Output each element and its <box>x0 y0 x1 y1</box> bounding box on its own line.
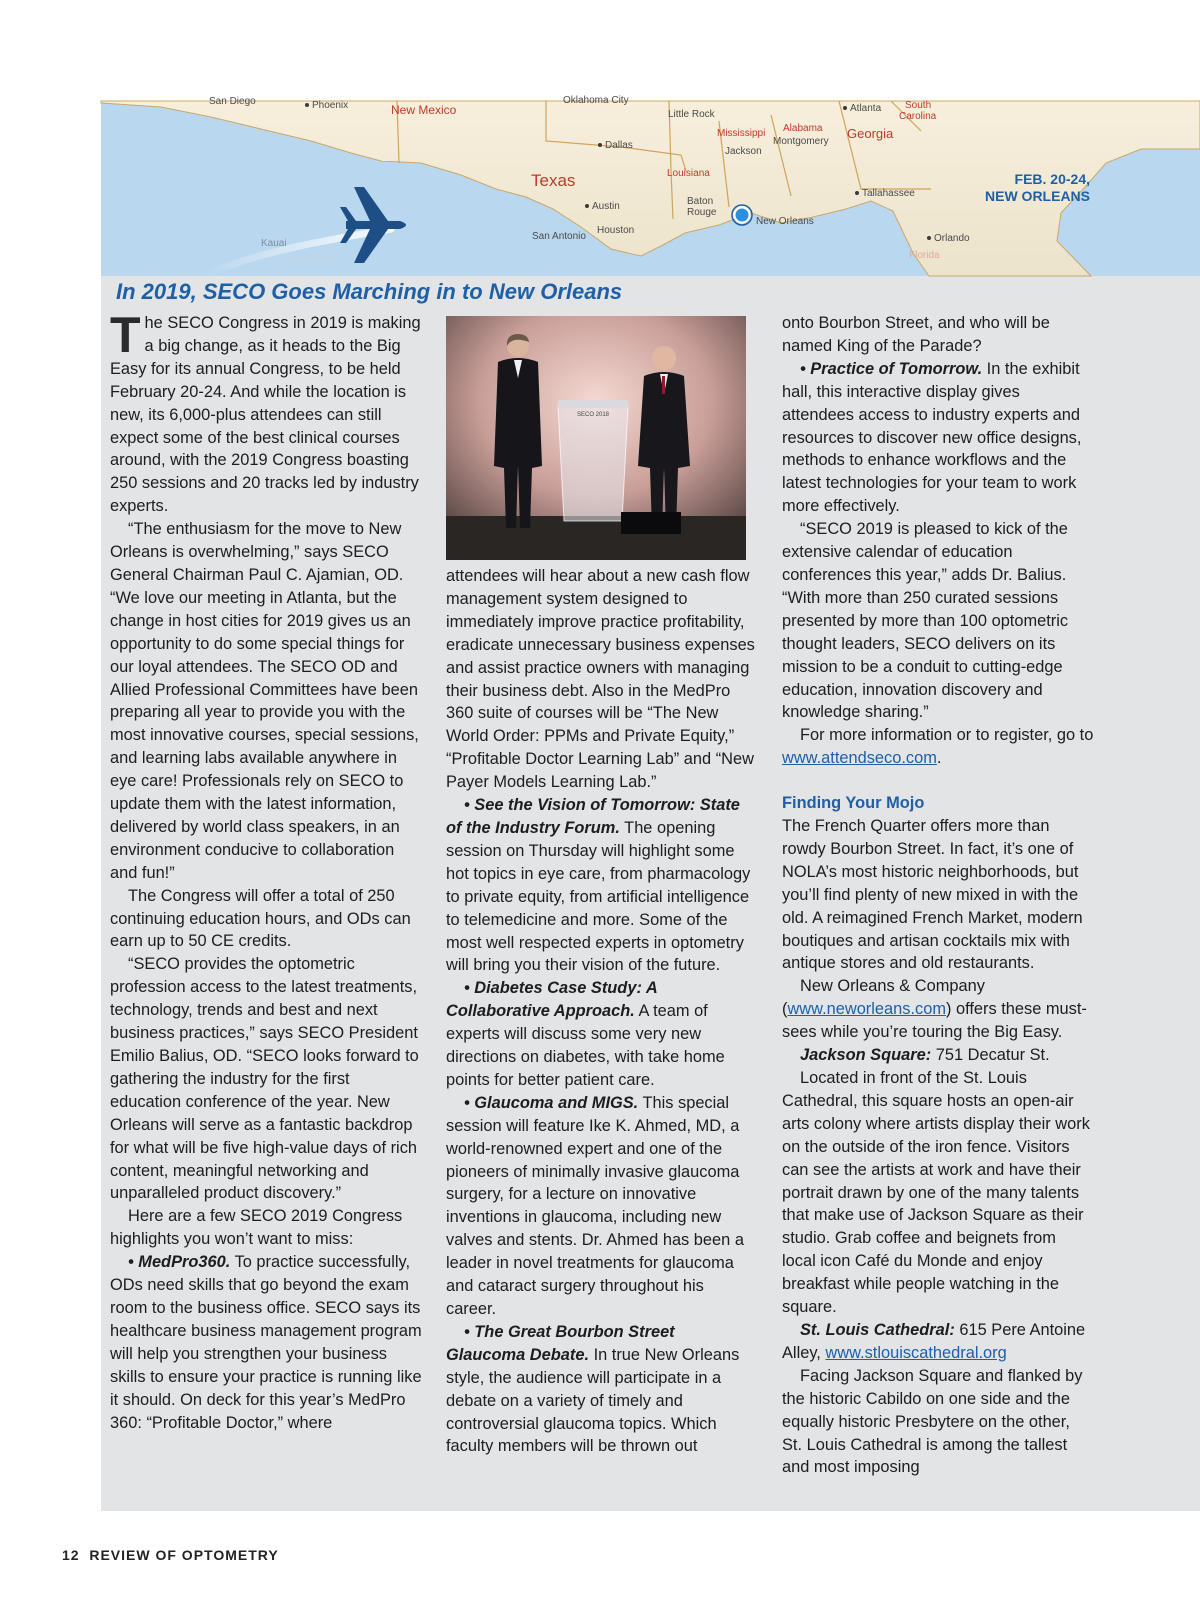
map-label-honolulu: Honolulu <box>291 255 331 266</box>
map-label-atlanta <box>843 104 881 114</box>
map-label-phoenix <box>305 101 348 111</box>
article-column-2 <box>446 565 758 1458</box>
bullet-lead: • Glaucoma and MIGS. <box>464 1093 639 1112</box>
link-stlouiscathedral[interactable]: www.stlouiscathedral.org <box>825 1343 1007 1362</box>
map-label-tallahassee-text: Tallahassee <box>862 188 915 199</box>
map-label-texas: Texas <box>531 171 576 190</box>
paragraph: onto Bourbon Street, and who will be named King of the Parade? <box>782 314 1050 355</box>
paragraph: Here are a few SECO 2019 Congress highlights you won’t want to miss: <box>110 1207 403 1249</box>
map-label-atlanta-text: Atlanta <box>850 103 882 114</box>
paragraph <box>446 1092 758 1321</box>
bullet-lead: • Diabetes Case Study: A Collaborative Approach. <box>446 979 658 1021</box>
map-label-montgomery: Montgomery <box>773 136 829 147</box>
paragraph-text: The opening session on Thursday will highlight some hot topics in eye care, from pharmacology to private equity, from artificial intelligence to telemedicine and more. Some of the most well respected experts in optometry will bring you their vision of the future. <box>446 818 751 975</box>
page-footer <box>62 1547 279 1563</box>
bullet-lead: St. Louis Cathedral: <box>800 1320 955 1339</box>
paragraph: “The enthusiasm for the move to New Orleans is overwhelming,” says SECO General Chairman Paul C. Ajamian, OD. “We love our meeting in Atlanta, but the change in host cities for 2019 gives us an opportunity to do some special things for our loyal attendees. The SECO OD and Allied Professional Committees have been preparing all year to provide you with the most innovative courses, special sessions, and learning labs available anywhere in eye care! Professionals rely on SECO to update them with the latest information, delivered by world class speakers, in an environment conducive to collaboration and fun!” <box>110 520 419 882</box>
link-neworleans[interactable]: www.neworleans.com <box>787 1000 946 1019</box>
paragraph: The Congress will offer a total of 250 continuing education hours, and ODs can earn up to 50 CE credits. <box>110 886 411 951</box>
paragraph: attendees will hear about a new cash flow management system designed to immediately improve practice profitability, eradicate unnecessary business expenses and assist practice owners with managing their business debt. Also in the MedPro 360 suite of courses will be “The New World Order: PPMs and Private Equity,” “Profitable Doctor Learning Lab” and “New Payer Models Learning Lab.” <box>446 567 755 792</box>
paragraph: The French Quarter offers more than rowdy Bourbon Street. In fact, it’s one of NOLA’s most historic neighborhoods, but you’ll find plenty of new mixed in with the old. A reimagined French Market, modern boutiques and artisan cocktails mix with antique stores and old restaurants. <box>782 817 1083 973</box>
bullet-lead: • The Great Bourbon Street Glaucoma Debate. <box>446 1322 675 1364</box>
map-label-dallas <box>598 141 633 151</box>
map-label-austin <box>585 202 620 212</box>
map-label-dallas-text: Dallas <box>605 140 633 151</box>
paragraph <box>446 1321 758 1458</box>
article-headline: In 2019, SECO Goes Marching in to New Orleans <box>116 279 623 304</box>
paragraph-text: he SECO Congress in 2019 is making a big change, as it heads to the Big Easy for its annual Congress, to be held February 20-24. And while the location is new, its 6,000-plus attendees can still expect some of the best clinical courses around, with the 2019 Congress boasting 250 sessions and 20 tracks led by industry experts. <box>110 314 421 516</box>
stage-photo <box>446 316 746 560</box>
section-subhead: Finding Your Mojo <box>782 794 925 813</box>
paragraph-text: . <box>936 749 942 768</box>
article-column-3 <box>782 312 1094 1479</box>
map-label-georgia: Georgia <box>847 126 894 141</box>
map-label-houston: Houston <box>597 225 635 236</box>
map-label-kauai: Kauai <box>261 238 287 249</box>
map-label-mississippi: Mississippi <box>717 128 766 139</box>
paragraph: “SECO provides the optometric profession access to the latest treatments, technology, trends and best and next business practices,” says SECO President Emilio Balius, OD. “SECO looks forward to gathering the industry for the first education conference of the year. New Orleans will serve as a fantastic backdrop for what will be five high-value days of rich content, meaningful networking and unparalleled product discovery.” <box>110 955 419 1203</box>
map-label-orlando <box>927 234 970 244</box>
drop-cap: T <box>110 307 141 363</box>
map-banner <box>101 95 1200 276</box>
map-label-san-antonio: San Antonio <box>532 231 586 242</box>
article-column-1 <box>110 307 424 1434</box>
map-label-baton-rouge: Baton Rouge <box>687 196 717 218</box>
map-label-south: South <box>905 100 932 111</box>
map-label-phoenix-text: Phoenix <box>312 100 349 111</box>
bullet-lead: • MedPro360. <box>128 1253 231 1272</box>
paragraph-text: To practice successfully, ODs need skills that go beyond the exam room to the business office. SECO says its healthcare business management program will help you strengthen your business skills to ensure your practice is running like it should. On deck for this year’s MedPro 360: “Profitable Doctor,” where <box>110 1253 422 1432</box>
map-label-florida: Florida <box>909 250 940 261</box>
paragraph <box>782 358 1094 518</box>
event-location: NEW ORLEANS <box>985 188 1090 204</box>
bullet-lead: • Practice of Tomorrow. <box>800 359 983 378</box>
paragraph-text: ) offers these must-sees while you’re touring the Big Easy. <box>782 1000 1087 1042</box>
bullet-lead: • See the Vision of Tomorrow: State of the Industry Forum. <box>446 796 740 837</box>
event-date-box <box>985 171 1090 205</box>
map-label-carolina: Carolina <box>899 111 937 122</box>
stage-floor <box>446 516 746 560</box>
map-label-alabama: Alabama <box>783 123 823 134</box>
paragraph <box>446 977 758 1092</box>
map-label-austin-text: Austin <box>592 201 620 212</box>
paragraph <box>782 1044 1094 1067</box>
paragraph-text: 751 Decatur St. <box>931 1046 1050 1065</box>
paragraph-text: New Orleans & Company ( <box>782 977 985 1019</box>
bullet-lead: Jackson Square: <box>800 1046 932 1065</box>
map-label-little-rock: Little Rock <box>668 109 715 120</box>
paragraph-text: For more information or to register, go to <box>800 726 1094 745</box>
paragraph <box>110 1251 424 1434</box>
paragraph <box>782 975 1094 1044</box>
page-number: 12 <box>62 1547 80 1563</box>
podium-banner-text: SECO 2018 <box>576 412 610 418</box>
paragraph-text: 615 Pere Antoine Alley, <box>782 1320 1086 1362</box>
new-orleans-marker <box>735 208 750 223</box>
map-label-new-mexico: New Mexico <box>391 103 457 117</box>
map-label-oklahoma-city: Oklahoma City <box>563 95 629 106</box>
map-label-tallahassee <box>855 189 915 199</box>
paragraph-text: In the exhibit hall, this interactive display gives attendees access to industry experts and resources to discover new office designs, methods to enhance workflows and the latest technologies for your team to work more effectively. <box>782 359 1082 516</box>
paragraph <box>782 724 1094 770</box>
paragraph: Located in front of the St. Louis Cathedral, this square hosts an open-air arts colony where artists display their work on the outside of the iron fence. Visitors can see the artists at work and have their portrait drawn by one of the many talents that make use of Jackson Square as their studio. Grab coffee and beignets from local icon Café du Monde and enjoy breakfast while people watching in the square. <box>782 1069 1090 1317</box>
paragraph <box>782 1319 1094 1365</box>
paragraph <box>110 307 424 518</box>
paragraph-text: This special session will feature Ike K. Ahmed, MD, a world-renowned expert and one of the pioneers of minimally invasive glaucoma surgery, for a lecture on innovative inventions in glaucoma, including new valves and stents. Dr. Ahmed has been a leader in novel treatments for glaucoma and cataract surgery throughout his career. <box>446 1093 744 1318</box>
map-label-jackson: Jackson <box>725 146 762 157</box>
paragraph-text: In true New Orleans style, the audience will participate in a debate on a variety of timely and controversial glaucoma topics. Which faculty members will be thrown out <box>446 1345 740 1456</box>
podium <box>558 400 628 521</box>
link-attendseco[interactable]: www.attendseco.com <box>782 749 937 768</box>
paragraph <box>446 794 758 977</box>
map-label-new-orleans: New Orleans <box>756 216 814 227</box>
paragraph: Facing Jackson Square and flanked by the historic Cabildo on one side and the equally historic Presbytere on the other, St. Louis Cathedral is among the tallest and most imposing <box>782 1366 1083 1477</box>
map-label-san-diego: San Diego <box>209 96 256 107</box>
paragraph-text: A team of experts will discuss some very new directions on diabetes, with take home points for better patient care. <box>446 1002 725 1089</box>
event-date: FEB. 20-24, <box>1014 171 1090 187</box>
map-label-louisiana: Louisiana <box>667 168 710 179</box>
stage-monitor <box>621 512 681 534</box>
paragraph: “SECO 2019 is pleased to kick of the extensive calendar of education conferences this year,” adds Dr. Balius. “With more than 250 curated sessions presented by more than 100 optometric thought leaders, SECO delivers on its mission to be a conduit to cutting-edge education, innovation discovery and knowledge sharing.” <box>782 520 1069 722</box>
map-label-orlando-text: Orlando <box>934 233 970 244</box>
publication-name: REVIEW OF OPTOMETRY <box>89 1547 279 1563</box>
